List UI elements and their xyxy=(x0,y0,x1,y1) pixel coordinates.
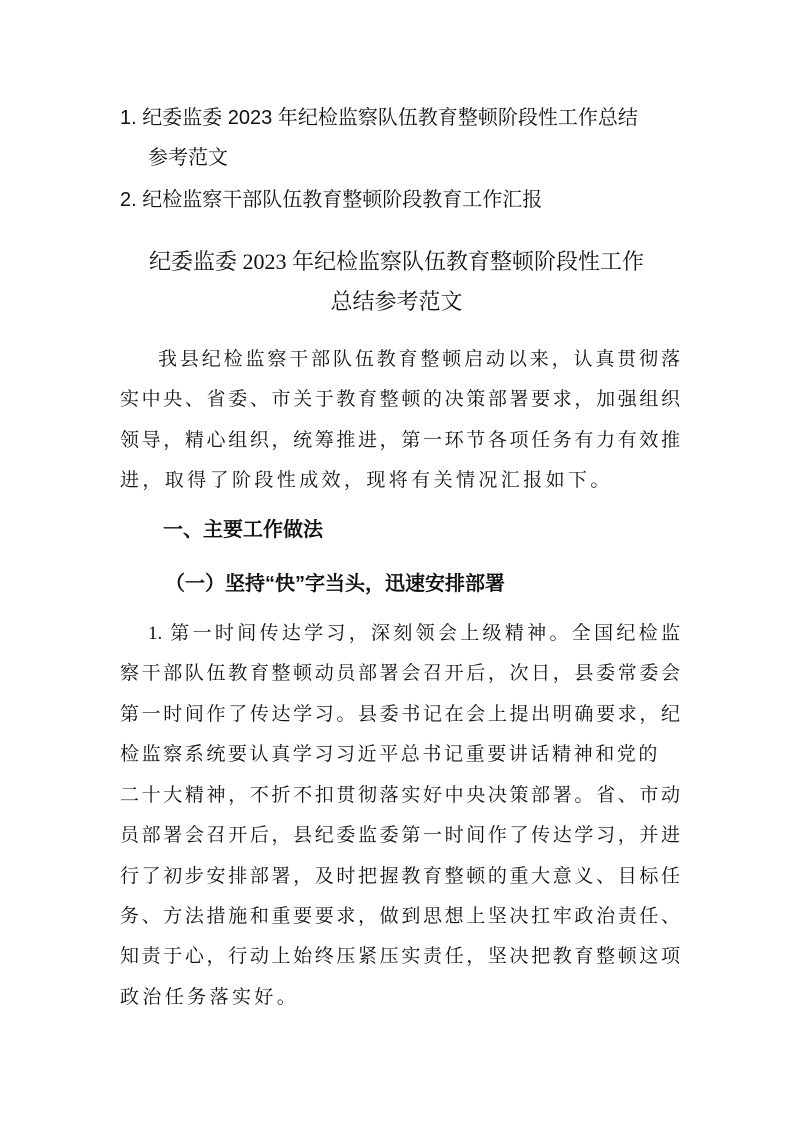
paragraph-line: 实中央、省委、市关于教育整顿的决策部署要求，加强组织 xyxy=(120,389,680,410)
paragraph-line: 知责于心，行动上始终压紧压实责任，坚决把教育整顿这项 xyxy=(120,946,680,967)
toc-item-1[interactable] xyxy=(120,106,680,130)
paragraph-line: 二十大精神，不折不扣贯彻落实好中央决策部署。省、市动 xyxy=(120,785,680,806)
toc-item-1-continued[interactable]: 参考范文 xyxy=(148,147,228,169)
paragraph-line: 务、方法措施和重要要求，做到思想上坚决扛牢政治责任、 xyxy=(120,906,680,927)
toc-item-number: 1. xyxy=(120,107,137,129)
paragraph-line: 领导，精心组织，统筹推进，第一环节各项任务有力有效推 xyxy=(120,430,680,451)
document-title-line-1: 纪委监委 2023 年纪检监察队伍教育整顿阶段性工作 xyxy=(148,249,644,274)
paragraph-line: 进，取得了阶段性成效，现将有关情况汇报如下。 xyxy=(120,470,613,491)
paragraph-line: 第一时间作了传达学习。县委书记在会上提出明确要求，纪 xyxy=(120,704,680,725)
toc-item-2[interactable] xyxy=(120,188,680,212)
paragraph-line: 行了初步安排部署，及时把握教育整顿的重大意义、目标任 xyxy=(120,866,680,887)
paragraph-line: 检监察系统要认真学习习近平总书记重要讲话精神和党的 xyxy=(120,744,661,765)
document-title-line-2: 总结参考范文 xyxy=(330,289,463,314)
paragraph-line: 政治任务落实好。 xyxy=(120,987,300,1008)
toc-item-number: 2. xyxy=(120,189,137,211)
paragraph-line: 我县纪检监察干部队伍教育整顿启动以来，认真贯彻落 xyxy=(158,349,680,370)
paragraph-line: 员部署会召开后，县纪委监委第一时间作了传达学习，并进 xyxy=(120,825,680,846)
paragraph-line: 察干部队伍教育整顿动员部署会召开后，次日，县委常委会 xyxy=(120,663,680,684)
toc-item-title: 纪检监察干部队伍教育整顿阶段教育工作汇报 xyxy=(142,189,543,211)
subsection-heading: （一）坚持“快”字当头，迅速安排部署 xyxy=(165,573,505,595)
paragraph-line: 1. 第一时间传达学习，深刻领会上级精神。全国纪检监 xyxy=(148,623,680,644)
toc-item-title: 纪委监委 2023 年纪检监察队伍教育整顿阶段性工作总结 xyxy=(142,107,638,129)
section-heading: 一、主要工作做法 xyxy=(163,519,323,541)
